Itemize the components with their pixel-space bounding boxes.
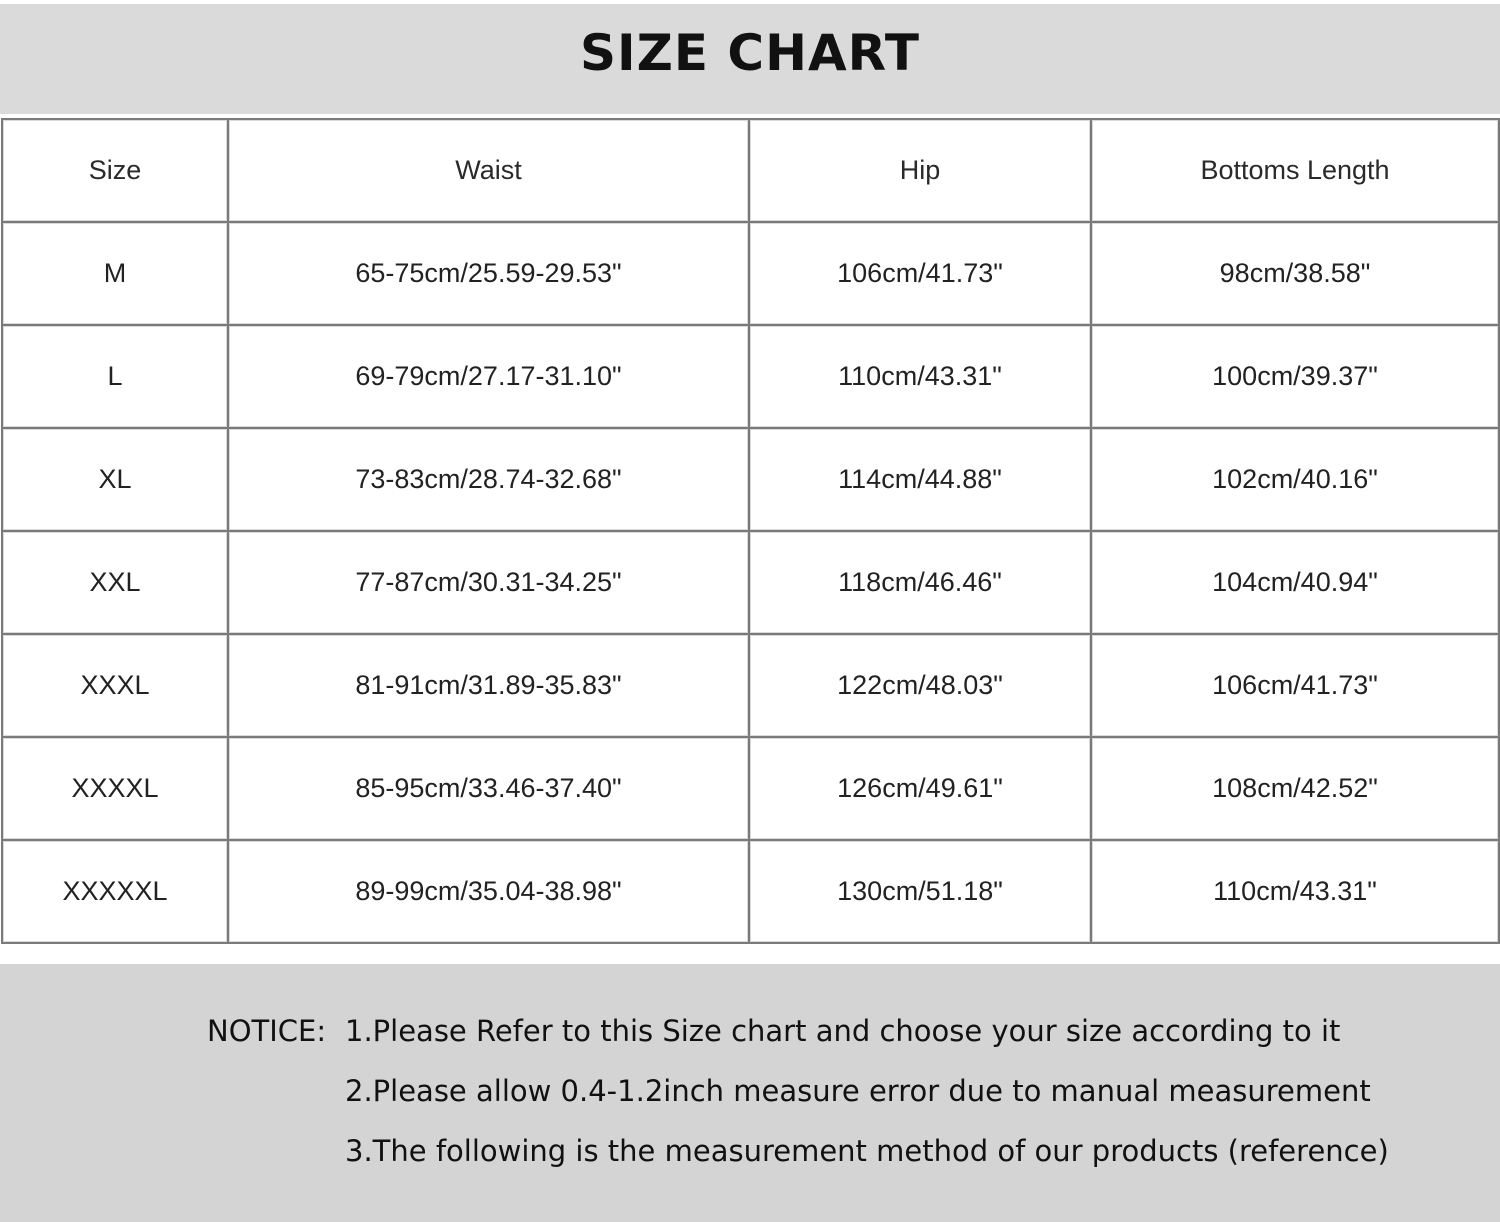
cell-waist: 73-83cm/28.74-32.68" [228, 428, 749, 531]
cell-hip: 130cm/51.18" [749, 840, 1091, 943]
cell-waist: 85-95cm/33.46-37.40" [228, 737, 749, 840]
cell-size: XXXXXL [2, 840, 228, 943]
table-row [2, 634, 1499, 737]
table-row [2, 325, 1499, 428]
cell-waist: 81-91cm/31.89-35.83" [228, 634, 749, 737]
cell-bottoms-length: 100cm/39.37" [1091, 325, 1499, 428]
cell-hip: 122cm/48.03" [749, 634, 1091, 737]
cell-size: XL [2, 428, 228, 531]
cell-size: M [2, 222, 228, 325]
notice-item: 3.The following is the measurement method of our products (reference) [345, 1134, 1389, 1168]
cell-bottoms-length: 108cm/42.52" [1091, 737, 1499, 840]
cell-bottoms-length: 110cm/43.31" [1091, 840, 1499, 943]
title-band [0, 4, 1500, 114]
page-title: SIZE CHART [579, 24, 921, 82]
cell-size: XXXL [2, 634, 228, 737]
table-row [2, 428, 1499, 531]
cell-waist: 69-79cm/27.17-31.10" [228, 325, 749, 428]
header-cell-bottoms-length: Bottoms Length [1091, 119, 1499, 222]
cell-hip: 118cm/46.46" [749, 531, 1091, 634]
cell-hip: 114cm/44.88" [749, 428, 1091, 531]
cell-waist: 77-87cm/30.31-34.25" [228, 531, 749, 634]
cell-hip: 110cm/43.31" [749, 325, 1091, 428]
table-header-row [2, 119, 1499, 222]
notice-item: 1.Please Refer to this Size chart and choose your size according to it [345, 1014, 1341, 1048]
header-cell-waist: Waist [228, 119, 749, 222]
cell-bottoms-length: 106cm/41.73" [1091, 634, 1499, 737]
table-row [2, 531, 1499, 634]
cell-bottoms-length: 104cm/40.94" [1091, 531, 1499, 634]
notice-section [0, 964, 1500, 1222]
cell-hip: 126cm/49.61" [749, 737, 1091, 840]
table-row [2, 840, 1499, 943]
notice-label: NOTICE: [207, 1014, 327, 1048]
notice-item: 2.Please allow 0.4-1.2inch measure error due to manual measurement [345, 1074, 1371, 1108]
cell-bottoms-length: 98cm/38.58" [1091, 222, 1499, 325]
cell-waist: 65-75cm/25.59-29.53" [228, 222, 749, 325]
header-cell-hip: Hip [749, 119, 1091, 222]
size-table [1, 118, 1500, 944]
cell-bottoms-length: 102cm/40.16" [1091, 428, 1499, 531]
cell-waist: 89-99cm/35.04-38.98" [228, 840, 749, 943]
size-table-container [0, 118, 1500, 963]
cell-hip: 106cm/41.73" [749, 222, 1091, 325]
cell-size: XXL [2, 531, 228, 634]
cell-size: XXXXL [2, 737, 228, 840]
table-row [2, 737, 1499, 840]
cell-size: L [2, 325, 228, 428]
table-row [2, 222, 1499, 325]
header-cell-size: Size [2, 119, 228, 222]
